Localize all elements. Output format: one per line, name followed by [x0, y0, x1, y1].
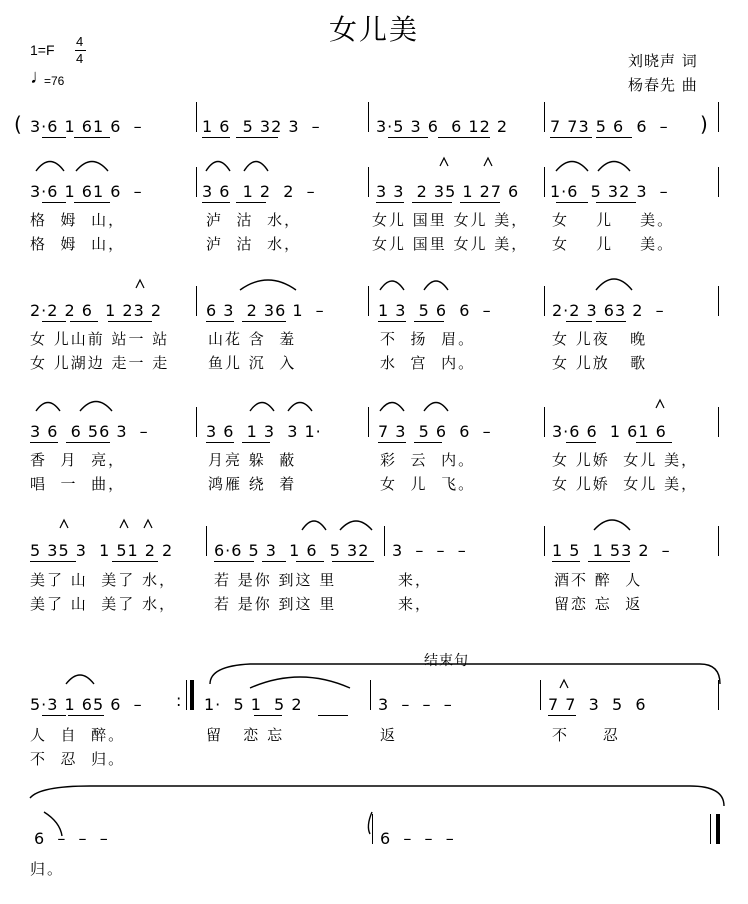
time-signature-top: 4 [76, 34, 84, 49]
measure: 2·2 2 6 1 23 2 [30, 301, 163, 320]
measure: 5 35 3 1 51 2 2 [30, 541, 174, 560]
beam-line [552, 561, 580, 563]
barline [718, 286, 719, 316]
lyric-verse2: 女 儿湖边 走一 走 [30, 354, 170, 372]
barline [186, 680, 187, 710]
beam-line [556, 202, 588, 204]
measure: 6 – – – [34, 829, 109, 848]
beam-line [70, 321, 98, 323]
beam-line [42, 202, 66, 204]
barline [544, 286, 545, 316]
lyric-verse1: 格 姆 山， [30, 211, 126, 229]
lyric-verse1: 不 扬 眉。 [380, 330, 476, 348]
beam-line [202, 137, 230, 139]
beam-line [30, 561, 76, 563]
beam-line [596, 202, 636, 204]
beam-line [596, 137, 632, 139]
beam-line [548, 715, 576, 717]
lyric-verse1: 来， [398, 571, 433, 589]
beam-line [596, 321, 626, 323]
repeat-dots: : [176, 691, 182, 710]
lyric-verse2: 女 儿 美。 [552, 235, 675, 253]
system-6 [0, 678, 748, 718]
beam-line [414, 321, 444, 323]
measure: 3 6 1 3 3 1· [206, 422, 322, 441]
lyric-verse2: 来， [398, 595, 433, 613]
beam-line [636, 442, 672, 444]
lyric-verse2: 泸 沽 水， [206, 235, 302, 253]
beam-line [318, 715, 348, 717]
measure: 6 – – – [380, 829, 455, 848]
lyric-verse1: 山花 含 羞 [208, 330, 297, 348]
measure: 3 3 2 35 1 27 6 [376, 182, 520, 201]
beam-line [42, 137, 66, 139]
lyric-verse1: 女儿 国里 女儿 美， [372, 211, 529, 229]
beam-line [566, 321, 592, 323]
barline [368, 286, 369, 316]
lyric-verse2: 女 儿娇 女儿 美， [552, 475, 699, 493]
coda-bracket-continuation [30, 786, 724, 806]
system-1 [0, 100, 748, 140]
lyric-verse2: 鸿雁 绕 着 [208, 475, 297, 493]
final-barline [716, 814, 720, 844]
barline [196, 286, 197, 316]
measure: 7 3 5 6 6 – [378, 422, 492, 441]
lyric-verse1: 返 [380, 726, 398, 744]
time-signature-bottom: 4 [76, 51, 84, 66]
lyric-verse1: 美了 山 美了 水， [30, 571, 177, 589]
lyric-verse2: 水 宫 内。 [380, 354, 476, 372]
lyric-verse2: 格 姆 山， [30, 235, 126, 253]
lyric-verse1: 月亮 躲 蔽 [208, 451, 297, 469]
barline [544, 102, 545, 132]
lyric-verse1: 女 儿 美。 [552, 211, 675, 229]
lyric-verse1: 泸 沽 水， [206, 211, 302, 229]
lyric-verse2: 女儿 国里 女儿 美， [372, 235, 529, 253]
beam-line [332, 561, 374, 563]
open-parenthesis: ( [14, 112, 22, 136]
beam-line [236, 137, 278, 139]
lyric-verse1: 女 儿夜 晚 [552, 330, 648, 348]
beam-line [378, 442, 406, 444]
measure: 5·3 1 65 6 – [30, 695, 143, 714]
beam-line [378, 321, 406, 323]
lyric-verse1: 归。 [30, 860, 65, 878]
barline [718, 680, 719, 710]
lyric-verse2: 女 儿放 歌 [552, 354, 648, 372]
barline [544, 167, 545, 197]
measure: 2·2 3 63 2 – [552, 301, 665, 320]
barline [370, 680, 371, 710]
lyric-verse1: 女 儿娇 女儿 美， [552, 451, 699, 469]
measure: 3 6 6 56 3 – [30, 422, 149, 441]
beam-line [74, 202, 110, 204]
barline [540, 680, 541, 710]
beam-line [412, 202, 452, 204]
lyric-verse2: 若 是你 到这 里 [214, 595, 337, 613]
lyric-verse1: 女 儿山前 站一 站 [30, 330, 170, 348]
measure: 3 – – – [392, 541, 467, 560]
beam-line [388, 137, 428, 139]
lyric-verse2: 美了 山 美了 水， [30, 595, 177, 613]
beam-line [376, 202, 404, 204]
beam-line [42, 321, 66, 323]
beam-line [242, 442, 270, 444]
measure: 7 73 5 6 6 – [550, 117, 669, 136]
lyric-verse2: 鱼儿 沉 入 [208, 354, 297, 372]
lyric-verse2: 唱 一 曲， [30, 475, 126, 493]
measure: 3 6 1 2 2 – [202, 182, 316, 201]
barline [718, 167, 719, 197]
system-4 [0, 405, 748, 445]
lyricist-credit: 刘晓声 词 [628, 52, 698, 70]
lyric-verse1: 彩 云 内。 [380, 451, 476, 469]
measure: 3·6 6 1 61 6 [552, 422, 667, 441]
beam-line [460, 202, 500, 204]
lyric-verse2: 女 儿 飞。 [380, 475, 476, 493]
measure: 3·6 1 61 6 – [30, 182, 143, 201]
beam-line [588, 561, 630, 563]
lyric-verse2: 留恋 忘 返 [554, 595, 643, 613]
lyric-verse1: 不 忍 [552, 726, 620, 744]
close-parenthesis: ) [700, 112, 708, 136]
system-2 [0, 165, 748, 205]
barline [718, 102, 719, 132]
beam-line [414, 442, 442, 444]
beam-line [112, 561, 158, 563]
measure: 6 3 2 36 1 – [206, 301, 325, 320]
beam-line [566, 442, 596, 444]
beam-line [438, 137, 490, 139]
measure: 1· 5 1 5 2 [204, 695, 303, 714]
tempo-marking: =76 [44, 74, 65, 88]
beam-line [236, 202, 266, 204]
lyric-verse2: 不 忍 归。 [30, 750, 126, 768]
measure: 6·6 5 3 1 6 5 32 [214, 541, 370, 560]
composer-credit: 杨春先 曲 [628, 76, 698, 94]
repeat-barline [190, 680, 194, 710]
beam-line [202, 202, 230, 204]
system-7 [0, 812, 748, 852]
measure: 1 6 5 32 3 – [202, 117, 321, 136]
measure: 3·5 3 6 6 12 2 [376, 117, 509, 136]
barline [372, 814, 373, 844]
beam-line [550, 137, 592, 139]
barline [368, 167, 369, 197]
measure: 1·6 5 32 3 – [550, 182, 669, 201]
system-5 [0, 524, 748, 564]
lyric-verse1: 人 自 醉。 [30, 726, 126, 744]
beam-line [296, 561, 324, 563]
beam-line [68, 715, 104, 717]
lyric-verse1: 香 月 亮， [30, 451, 126, 469]
coda-label: 结束句 [424, 653, 469, 669]
beam-line [30, 442, 58, 444]
beam-line [42, 715, 66, 717]
lyric-verse1: 酒不 醉 人 [554, 571, 643, 589]
measure: 3 – – – [378, 695, 453, 714]
barline [544, 407, 545, 437]
quarter-note-icon: ♩ [30, 66, 50, 88]
song-title: 女儿美 [328, 13, 419, 46]
beam-line [254, 715, 282, 717]
barline [718, 526, 719, 556]
barline [544, 526, 545, 556]
beam-line [108, 321, 152, 323]
measure: 3·6 1 61 6 – [30, 117, 143, 136]
measure: 1 5 1 53 2 – [552, 541, 671, 560]
beam-line [206, 321, 234, 323]
barline [196, 407, 197, 437]
barline [196, 102, 197, 132]
barline [710, 814, 711, 844]
beam-line [74, 137, 110, 139]
barline [206, 526, 207, 556]
key-signature: 1=F [30, 42, 55, 58]
beam-line [262, 561, 286, 563]
barline [196, 167, 197, 197]
barline [368, 102, 369, 132]
barline [718, 407, 719, 437]
beam-line [206, 442, 234, 444]
measure: 1 3 5 6 6 – [378, 301, 492, 320]
beam-line [242, 321, 286, 323]
beam-line [214, 561, 254, 563]
system-3 [0, 284, 748, 324]
measure: 7 7 3 5 6 [548, 695, 647, 714]
beam-line [66, 442, 110, 444]
barline [384, 526, 385, 556]
barline [368, 407, 369, 437]
lyric-verse1: 留 恋 忘 [206, 726, 285, 744]
lyric-verse1: 若 是你 到这 里 [214, 571, 337, 589]
